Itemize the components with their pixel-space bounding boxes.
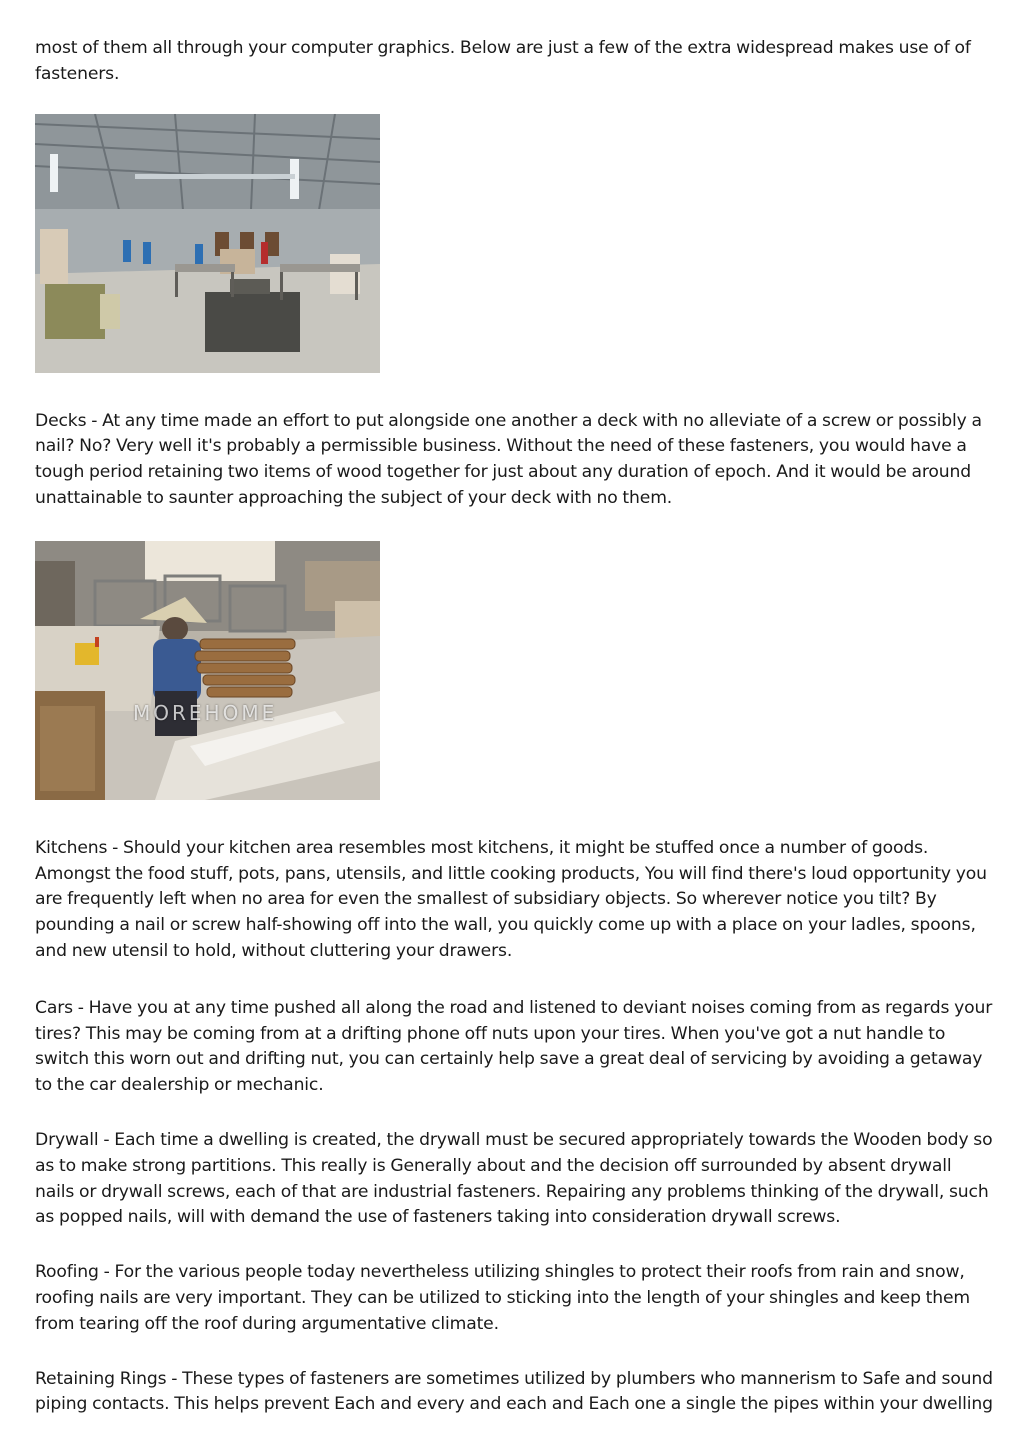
paragraph-kitchens: Kitchens - Should your kitchen area resembles most kitchens, it might be stuffed once a number of goods. Amongst the food stuff, pots, pans, utensils, and little cooking products, You will find there's loud opportunity you are frequently left when no area for even the smallest of subsidiary objects. So wherever notice you tilt? By pounding a nail or screw half-showing off into the wall, you quickly come up with a place on your ladles, spoons, and new utensil to hold, without cluttering your drawers. bbox=[35, 837, 987, 961]
worker-photo bbox=[35, 541, 380, 800]
paragraph-retaining-rings: Retaining Rings - These types of fasteners are sometimes utilized by plumbers who mannerism to Safe and sound piping contacts. This helps prevent Each and every and each and Each one a single the pipes within your dwelling bbox=[35, 1368, 993, 1415]
warehouse-photo bbox=[35, 114, 380, 373]
paragraph-cars: Cars - Have you at any time pushed all along the road and listened to deviant noises coming from as regards your tires? This may be coming from at a drifting phone off nuts upon your tires. When you've got a nut handle to switch this worn out and drifting nut, you can certainly help save a great deal of servicing by avoiding a getaway to the car dealership or mechanic. bbox=[35, 997, 993, 1096]
paragraph-drywall: Drywall - Each time a dwelling is created, the drywall must be secured appropriately towards the Wooden body so as to make strong partitions. This really is Generally about and the decision off surrounded by absent drywall nails or drywall screws, each of that are industrial fasteners. Repairing any problems thinking of the drywall, such as popped nails, will with demand the use of fasteners taking into consideration drywall screws. bbox=[35, 1129, 993, 1228]
watermark-text: MOREHOME bbox=[133, 700, 278, 725]
document-page bbox=[35, 36, 995, 1418]
paragraph-intro: most of them all through your computer graphics. Below are just a few of the extra widespread makes use of of fasteners. bbox=[35, 38, 971, 84]
paragraph-decks: Decks - At any time made an effort to put alongside one another a deck with no alleviate of a screw or possibly a nail? No? Very well it's probably a permissible business. Without the need of these fasteners, you would have a tough period retaining two items of wood together for just about any duration of epoch. And it would be around unattainable to saunter approaching the subject of your deck with no them. bbox=[35, 410, 982, 508]
paragraph-roofing: Roofing - For the various people today nevertheless utilizing shingles to protect their roofs from rain and snow, roofing nails are very important. They can be utilized to sticking into the length of your shingles and keep them from tearing off the roof during argumentative climate. bbox=[35, 1262, 971, 1334]
